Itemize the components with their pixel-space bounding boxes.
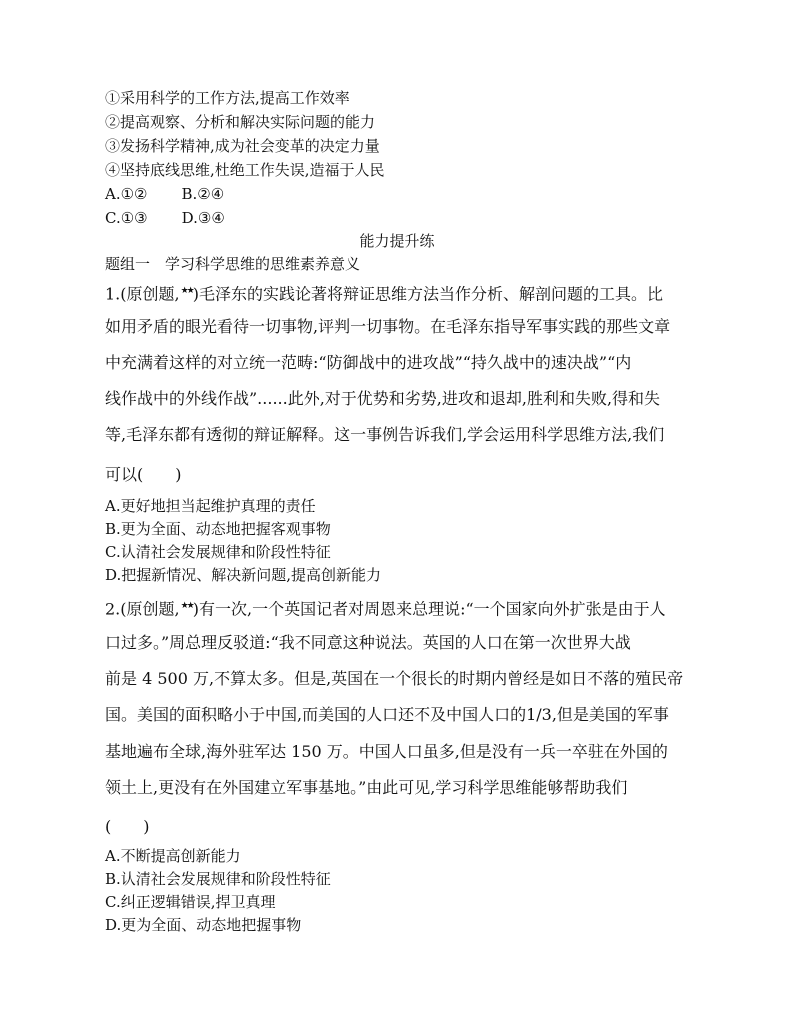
q1-line-1 bbox=[105, 281, 663, 304]
q1-option-b: B.更为全面、动态地把握客观事物 bbox=[105, 520, 331, 538]
q2-line-4: 国。美国的面积略小于中国,而美国的人口还不及中国人口的1/3,但是美国的军事 bbox=[105, 705, 669, 724]
q1-line-4: 线作战中的外线作战”......此外,对于优势和劣势,进攻和退却,胜利和失败,得和失 bbox=[105, 389, 661, 408]
group-title: 题组一 学习科学思维的思维素养意义 bbox=[105, 255, 361, 273]
q1-line-6: 可以( ) bbox=[105, 465, 182, 484]
q2-line-3: 前是 4 500 万,不算太多。但是,英国在一个很长的时期内曾经是如日不落的殖民帝 bbox=[105, 669, 684, 688]
prev-answer-d: D.③④ bbox=[181, 209, 225, 227]
q2-line-1 bbox=[105, 596, 666, 619]
q1-text-1: )毛泽东的实践论著将辩证思维方法当作分析、解剖问题的工具。比 bbox=[192, 284, 663, 304]
difficulty-star-icon: ★★ bbox=[180, 601, 193, 611]
q2-option-b: B.认清社会发展规律和阶段性特征 bbox=[105, 870, 331, 888]
q2-prefix: 2.(原创题, bbox=[105, 599, 180, 619]
prev-answer-a: A.①② bbox=[105, 185, 148, 203]
q1-line-3: 中充满着这样的对立统一范畴:“防御战中的进攻战”“持久战中的速决战”“内 bbox=[105, 353, 632, 372]
prev-answers-row-1 bbox=[105, 184, 224, 204]
q2-option-d: D.更为全面、动态地把握事物 bbox=[105, 916, 302, 934]
q1-line-2: 如用矛盾的眼光看待一切事物,评判一切事物。在毛泽东指导军事实践的那些文章 bbox=[105, 317, 671, 336]
prev-option-1: ①采用科学的工作方法,提高工作效率 bbox=[105, 89, 350, 107]
prev-answers-row-2 bbox=[105, 208, 225, 228]
prev-option-3: ③发扬科学精神,成为社会变革的决定力量 bbox=[105, 137, 380, 155]
q1-option-c: C.认清社会发展规律和阶段性特征 bbox=[105, 543, 331, 561]
q1-prefix: 1.(原创题, bbox=[105, 284, 180, 304]
q2-line-5: 基地遍布全球,海外驻军达 150 万。中国人口虽多,但是没有一兵一卒驻在外国的 bbox=[105, 742, 668, 761]
section-title: 能力提升练 bbox=[359, 232, 435, 250]
prev-answer-b: B.②④ bbox=[181, 185, 225, 203]
q2-option-c: C.纠正逻辑错误,捍卫真理 bbox=[105, 893, 276, 911]
q2-text-1: )有一次,一个英国记者对周恩来总理说:“一个国家向外扩张是由于人 bbox=[192, 599, 666, 619]
q2-line-6: 领土上,更没有在外国建立军事基地。”由此可见,学习科学思维能够帮助我们 bbox=[105, 778, 628, 797]
q2-blank: ( ) bbox=[105, 817, 150, 836]
prev-answer-c: C.①③ bbox=[105, 209, 148, 227]
prev-option-2: ②提高观察、分析和解决实际问题的能力 bbox=[105, 113, 376, 131]
prev-option-4: ④坚持底线思维,杜绝工作失误,造福于人民 bbox=[105, 161, 385, 179]
q1-option-d: D.把握新情况、解决新问题,提高创新能力 bbox=[105, 566, 382, 584]
q1-line-5: 等,毛泽东都有透彻的辩证解释。这一事例告诉我们,学会运用科学思维方法,我们 bbox=[105, 425, 665, 444]
q2-line-2: 口过多。”周总理反驳道:“我不同意这种说法。英国的人口在第一次世界大战 bbox=[105, 633, 631, 652]
q1-option-a: A.更好地担当起维护真理的责任 bbox=[105, 497, 316, 515]
difficulty-star-icon: ★★ bbox=[180, 286, 193, 296]
q2-option-a: A.不断提高创新能力 bbox=[105, 847, 241, 865]
